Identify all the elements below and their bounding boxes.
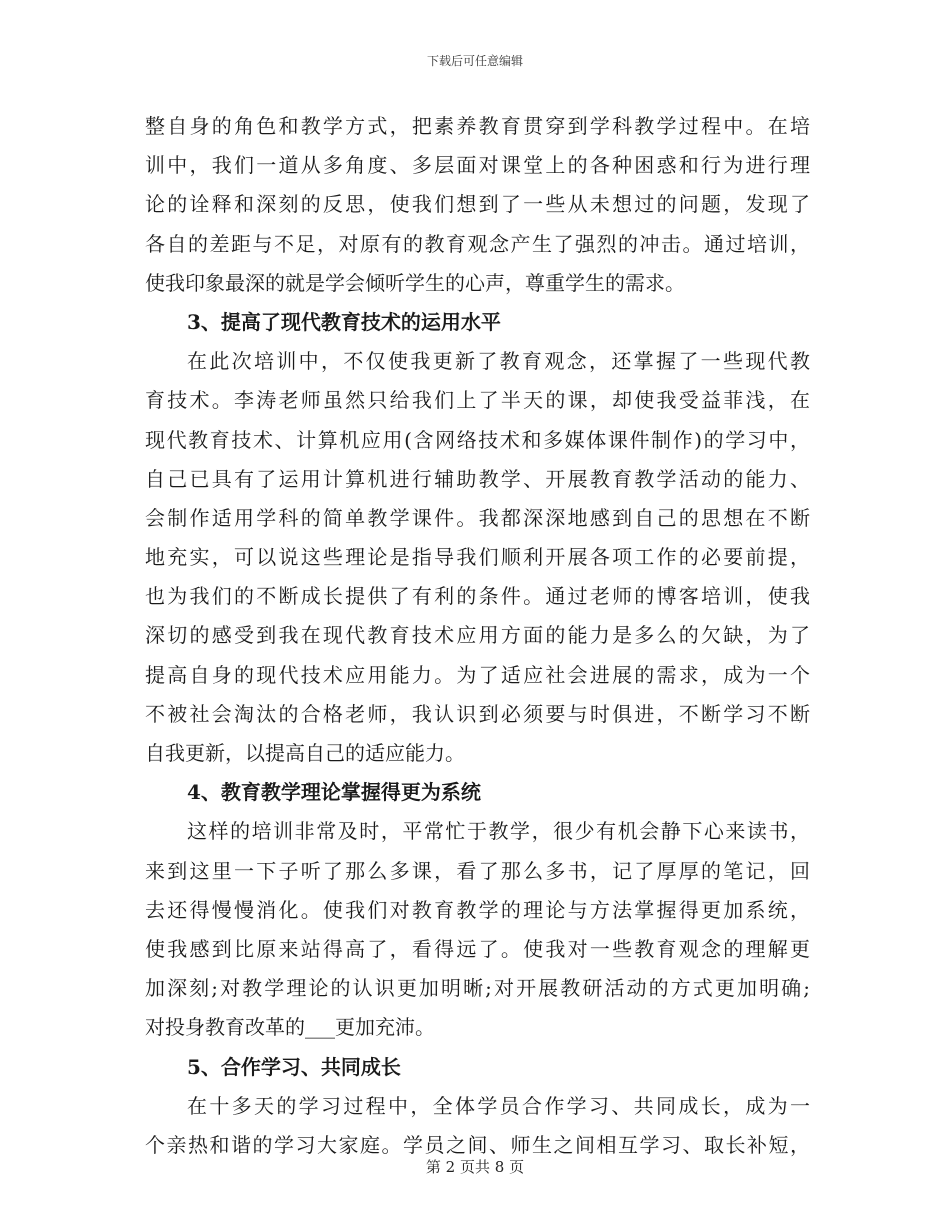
body-line-21: 去还得慢慢消化。使我们对教育教学的理论与方法掌握得更加系统， (145, 897, 810, 922)
page-header: 下载后可任意编辑 (426, 54, 523, 68)
body-line-12: 地充实，可以说这些理论是指导我们顺利开展各项工作的必要前提， (145, 545, 810, 570)
body-line-13: 也为我们的不断成长提供了有利的条件。通过老师的博客培训，使我 (145, 584, 810, 609)
body-line-11: 会制作适用学科的简单教学课件。我都深深地感到自己的思想在不断 (145, 505, 810, 530)
body-line-5: 使我印象最深的就是学会倾听学生的心声，尊重学生的需求。 (145, 270, 685, 295)
document-body (145, 107, 810, 1165)
body-line-23: 加深刻;对教学理论的认识更加明晰;对开展教研活动的方式更加明确; (145, 976, 810, 1001)
body-line-4: 各自的差距与不足，对原有的教育观念产生了强烈的冲击。通过培训， (145, 231, 810, 256)
body-line-1: 整自身的角色和教学方式，把素养教育贯穿到学科教学过程中。在培 (145, 114, 810, 138)
body-line-17: 自我更新，以提高自己的适应能力。 (145, 741, 465, 765)
body-line-16: 不被社会淘汰的合格老师，我认识到必须要与时俱进，不断学习不断 (145, 701, 810, 726)
body-line-19: 这样的培训非常及时，平常忙于教学，很少有机会静下心来读书， (187, 819, 810, 844)
section-heading-5: 5、合作学习、共同成长 (187, 1054, 401, 1079)
body-line-3: 论的诠释和深刻的反思，使我们想到了一些从未想过的问题，发现了 (145, 192, 810, 217)
section-heading-4: 4、教育教学理论掌握得更为系统 (187, 780, 481, 805)
body-line-14: 深切的感受到我在现代教育技术应用方面的能力是多么的欠缺，为了 (145, 623, 810, 648)
body-line-7: 在此次培训中，不仅使我更新了教育观念，还掌握了一些现代教 (187, 349, 810, 374)
body-line-2: 训中，我们一道从多角度、多层面对课堂上的各种困惑和行为进行理 (145, 153, 810, 178)
body-line-27: 个亲热和谐的学习大家庭。学员之间、师生之间相互学习、取长补短， (145, 1132, 810, 1157)
body-line-10: 自己已具有了运用计算机进行辅助教学、开展教育教学活动的能力、 (145, 466, 810, 491)
body-line-20: 来到这里一下子听了那么多课，看了那么多书，记了厚厚的笔记，回 (145, 858, 810, 883)
body-line-22: 使我感到比原来站得高了，看得远了。使我对一些教育观念的理解更 (145, 936, 810, 961)
body-line-9: 现代教育技术、计算机应用(含网络技术和多媒体课件制作)的学习中， (145, 427, 810, 452)
body-line-24: 对投身教育改革的___更加充沛。 (145, 1015, 435, 1040)
page-footer: 第 2 页共 8 页 (425, 1158, 525, 1176)
body-line-26: 在十多天的学习过程中，全体学员合作学习、共同成长，成为一 (187, 1093, 810, 1118)
body-line-15: 提高自身的现代技术应用能力。为了适应社会进展的需求，成为一个 (145, 662, 810, 687)
section-heading-3: 3、提高了现代教育技术的运用水平 (187, 309, 501, 334)
body-line-8: 育技术。李涛老师虽然只给我们上了半天的课，却使我受益菲浅，在 (145, 388, 810, 413)
